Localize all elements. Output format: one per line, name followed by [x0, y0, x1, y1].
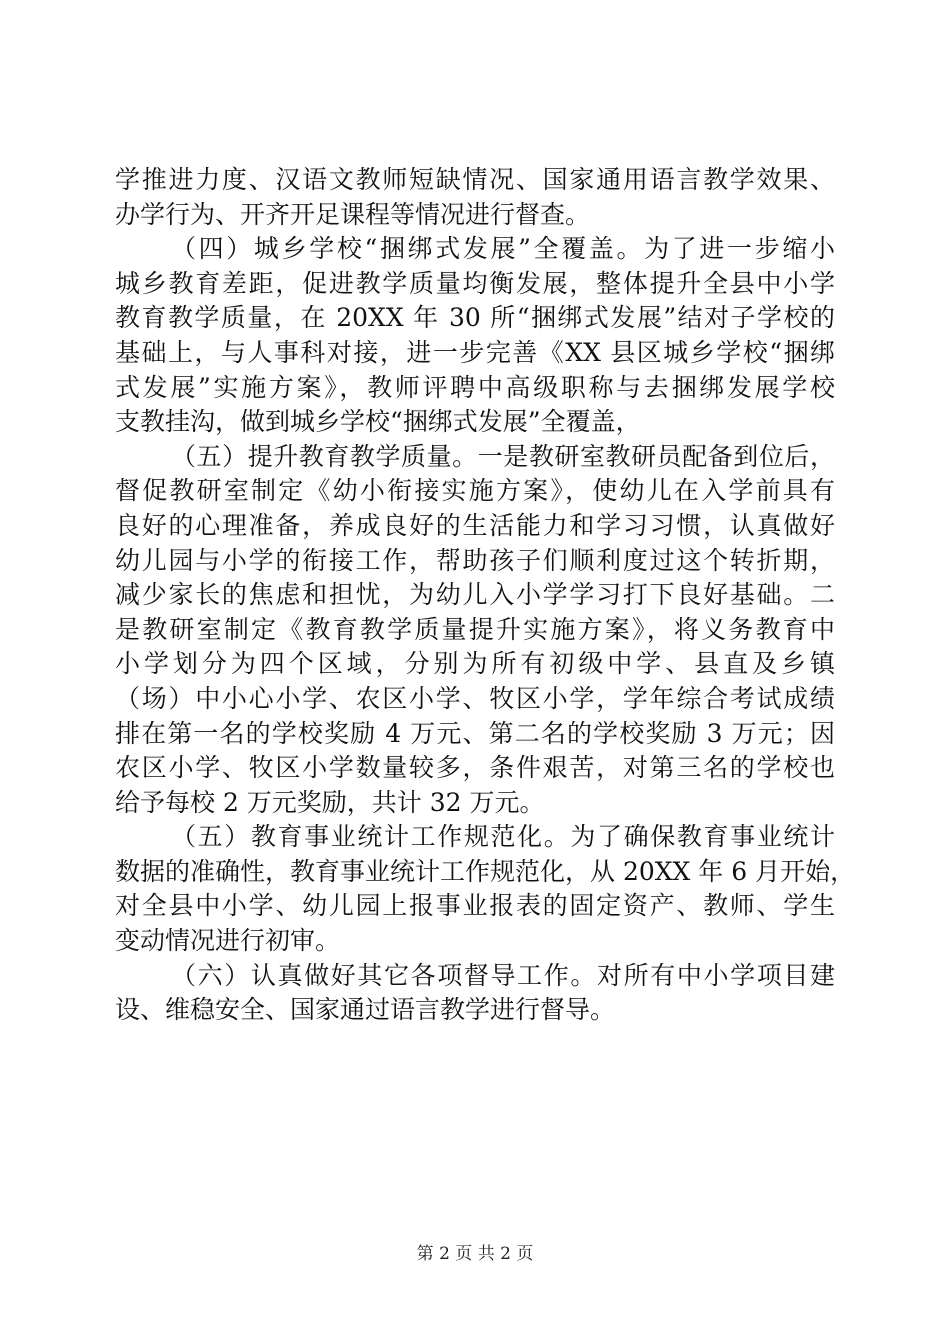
text-line: （五）教育事业统计工作规范化。为了确保教育事业统计 [171, 822, 835, 852]
page-footer: 第 2 页 共 2 页 [416, 1244, 534, 1264]
text-line: 排在第一名的学校奖励 4 万元、第二名的学校奖励 3 万元；因 [115, 718, 835, 748]
text-line: 数据的准确性，教育事业统计工作规范化，从 20XX 年 6 月开始， [115, 856, 856, 886]
text-line: 对全县中小学、幼儿园上报事业报表的固定资产、教师、学生 [115, 891, 835, 921]
paragraph-4 [115, 232, 835, 440]
text-line: 支教挂沟，做到城乡学校“捆绑式发展”全覆盖， [115, 407, 641, 437]
paragraph-5b [115, 820, 856, 958]
text-line: 督促教研室制定《幼小衔接实施方案》，使幼儿在入学前具有 [115, 476, 835, 506]
text-line: 减少家长的焦虑和担忧，为幼儿入小学学习打下良好基础。二 [115, 580, 835, 610]
paragraph-6 [115, 959, 835, 1028]
text-line: 农区小学、牧区小学数量较多，条件艰苦，对第三名的学校也 [115, 753, 835, 783]
text-line: 办学行为、开齐开足课程等情况进行督查。 [115, 199, 591, 229]
text-line: 教育教学质量，在 20XX 年 30 所“捆绑式发展”结对子学校的 [115, 303, 835, 333]
text-line: 式发展”实施方案》，教师评聘中高级职称与去捆绑发展学校 [115, 372, 835, 402]
text-line: 幼儿园与小学的衔接工作，帮助孩子们顺利度过这个转折期， [115, 545, 835, 575]
text-line: （五）提升教育教学质量。一是教研室教研员配备到位后， [171, 441, 835, 471]
text-line: 给予每校 2 万元奖励，共计 32 万元。 [115, 787, 545, 817]
document-body [115, 163, 856, 1028]
text-line: （场）中小心小学、农区小学、牧区小学，学年综合考试成绩 [115, 683, 835, 713]
text-line: 小学划分为四个区域，分别为所有初级中学、县直及乡镇 [115, 649, 835, 679]
text-line: 良好的心理准备，养成良好的生活能力和学习习惯，认真做好 [115, 510, 835, 540]
text-line: 变动情况进行初审。 [115, 926, 341, 956]
text-line: 是教研室制定《教育教学质量提升实施方案》，将义务教育中 [115, 614, 835, 644]
text-line: （四）城乡学校“捆绑式发展”全覆盖。为了进一步缩小 [171, 234, 835, 264]
text-line: 设、维稳安全、国家通过语言教学进行督导。 [115, 995, 616, 1025]
paragraph-continuation [115, 163, 835, 232]
text-line: 学推进力度、汉语文教师短缺情况、国家通用语言教学效果、 [115, 165, 835, 194]
paragraph-5a [115, 440, 835, 821]
text-line: 城乡教育差距，促进教学质量均衡发展，整体提升全县中小学 [115, 268, 835, 298]
text-line: （六）认真做好其它各项督导工作。对所有中小学项目建 [171, 960, 835, 990]
text-line: 基础上，与人事科对接，进一步完善《XX 县区城乡学校“捆绑 [115, 337, 835, 367]
